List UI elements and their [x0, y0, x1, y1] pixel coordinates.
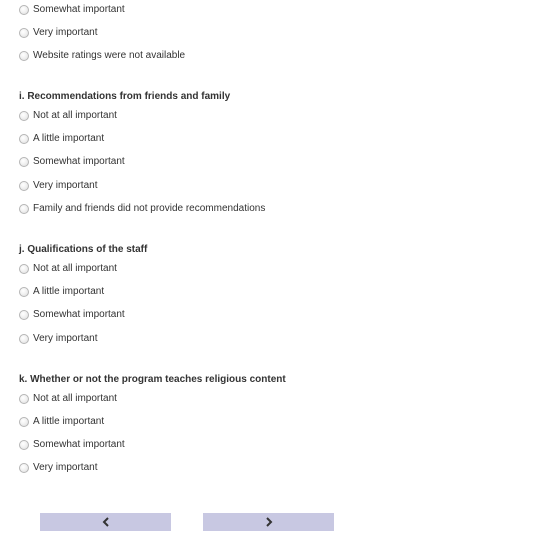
radio-option[interactable]	[19, 416, 104, 428]
radio-button[interactable]	[19, 417, 29, 427]
question-title: k. Whether or not the program teaches religious content	[19, 374, 286, 385]
radio-option[interactable]	[19, 156, 125, 168]
chevron-right-icon	[265, 517, 273, 527]
radio-option[interactable]	[19, 439, 125, 451]
option-label: Very important	[33, 333, 98, 344]
radio-option[interactable]	[19, 110, 117, 122]
radio-button[interactable]	[19, 5, 29, 15]
radio-button[interactable]	[19, 181, 29, 191]
question-title: i. Recommendations from friends and family	[19, 91, 231, 102]
radio-option[interactable]	[19, 180, 97, 192]
option-label: Somewhat important	[33, 309, 125, 320]
radio-button[interactable]	[19, 134, 29, 144]
radio-button[interactable]	[19, 28, 29, 38]
option-label: Very important	[33, 27, 98, 38]
radio-option[interactable]	[19, 309, 125, 321]
option-label: Not at all important	[33, 110, 117, 121]
chevron-left-icon	[102, 517, 110, 527]
option-label: Somewhat important	[33, 439, 125, 450]
radio-option[interactable]	[19, 4, 125, 16]
radio-option[interactable]	[19, 462, 97, 474]
option-label: Very important	[33, 180, 98, 191]
radio-option[interactable]	[19, 133, 104, 145]
radio-option[interactable]	[19, 50, 185, 62]
radio-option[interactable]	[19, 286, 104, 298]
option-label: A little important	[33, 133, 105, 144]
radio-option[interactable]	[19, 263, 117, 275]
next-button[interactable]	[203, 513, 334, 531]
radio-button[interactable]	[19, 264, 29, 274]
radio-button[interactable]	[19, 310, 29, 320]
radio-button[interactable]	[19, 334, 29, 344]
option-label: Somewhat important	[33, 4, 125, 15]
option-label: A little important	[33, 286, 105, 297]
option-label: Family and friends did not provide recommendations	[33, 203, 266, 214]
option-label: Not at all important	[33, 393, 117, 404]
option-label: Very important	[33, 462, 98, 473]
radio-button[interactable]	[19, 287, 29, 297]
radio-option[interactable]	[19, 203, 265, 215]
radio-button[interactable]	[19, 204, 29, 214]
radio-button[interactable]	[19, 440, 29, 450]
option-label: Somewhat important	[33, 156, 125, 167]
question-title: j. Qualifications of the staff	[19, 244, 148, 255]
radio-option[interactable]	[19, 333, 97, 345]
radio-button[interactable]	[19, 463, 29, 473]
option-label: Website ratings were not available	[33, 50, 186, 61]
previous-button[interactable]	[40, 513, 171, 531]
radio-option[interactable]	[19, 27, 97, 39]
option-label: Not at all important	[33, 263, 117, 274]
radio-button[interactable]	[19, 157, 29, 167]
radio-option[interactable]	[19, 393, 117, 405]
option-label: A little important	[33, 416, 105, 427]
radio-button[interactable]	[19, 51, 29, 61]
radio-button[interactable]	[19, 394, 29, 404]
radio-button[interactable]	[19, 111, 29, 121]
